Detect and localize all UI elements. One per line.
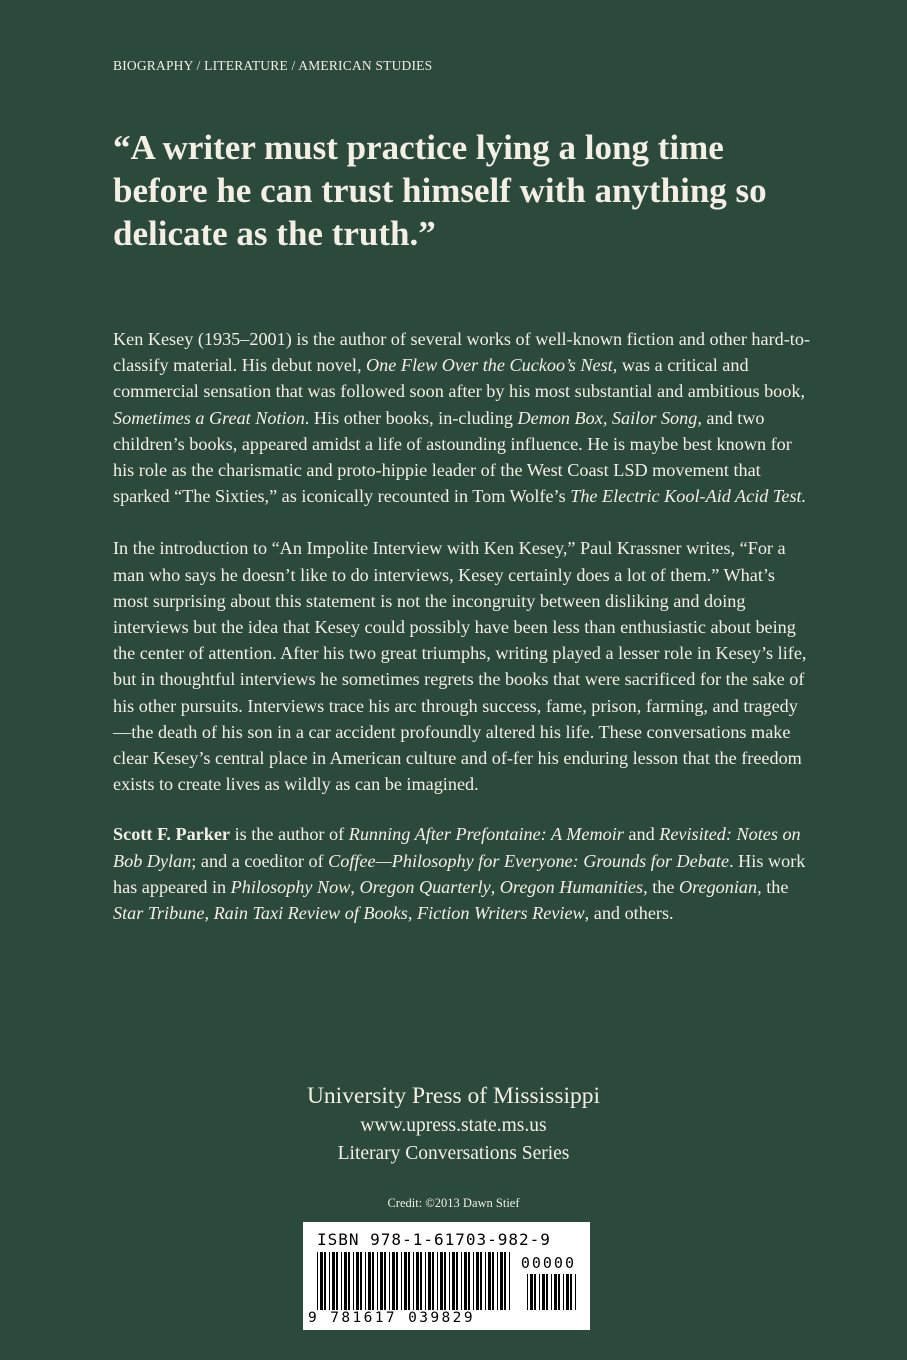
price-barcode-bars <box>527 1274 577 1310</box>
publisher-block <box>0 1080 907 1168</box>
title-demon-box: Demon Box, Sailor Song, <box>517 407 702 428</box>
title-cuckoos-nest: One Flew Over the Cuckoo’s Nest <box>366 355 613 376</box>
price-code: 00000 <box>520 1254 576 1272</box>
publisher-name: University Press of Mississippi <box>306 1083 601 1109</box>
epigraph-quote: “A writer must practice lying a long time before he can trust himself with anything so delicate as the truth.” <box>113 128 767 253</box>
series-name: Literary Conversations Series <box>337 1143 570 1164</box>
barcode-digits: 9 781617 039829 <box>308 1310 475 1326</box>
photo-credit: Credit: ©2013 Dawn Stief <box>387 1196 520 1210</box>
isbn-barcode <box>303 1222 590 1330</box>
isbn-number: ISBN 978-1-61703-982-9 <box>317 1230 551 1249</box>
category-label: BIOGRAPHY / LITERATURE / AMERICAN STUDIES <box>113 58 433 73</box>
publisher-url[interactable]: www.upress.state.ms.us <box>360 1115 547 1136</box>
author-bio: Scott F. Parker is the author of Running After Prefontaine: A Memoir and Revisited: Notes on Bob Dylan; and a coeditor of Coffee—Philosophy for Everyone: Grounds for Debate. His work has appeared in Philosophy Now, Oregon Quarterly, Oregon Humanities, the Oregonian, the Star Tribune, Rain Taxi Review of Books, Fiction Writers Review, and others. <box>113 824 806 924</box>
paragraph-intro: Ken Kesey (1935–2001) is the author of several works of well-known fiction and other hard-to-classify material. His debut novel, One Flew Over the Cuckoo’s Nest, was a critical and commercial sensation that was followed soon after by his most substantial and ambitious book, Sometimes a Great Notion. His other books, in-cluding Demon Box, Sailor Song, and two children’s books, appeared amidst a life of astounding influence. He is maybe best known for his role as the charismatic and proto-hippie leader of the West Coast LSD movement that sparked “The Sixties,” as iconically recounted in Tom Wolfe’s The Electric Kool-Aid Acid Test. <box>113 329 810 507</box>
description <box>113 326 813 952</box>
barcode-bars <box>317 1252 513 1310</box>
title-electric-kool-aid: The Electric Kool-Aid Acid Test. <box>570 486 807 507</box>
author-name: Scott F. Parker <box>113 824 231 845</box>
paragraph-interviews: In the introduction to “An Impolite Interview with Ken Kesey,” Paul Krassner writes, “For a man who says he doesn’t like to do interviews, Kesey certainly does a lot of them.” What’s most surprising about this statement is not the incongruity between disliking and doing interviews but the idea that Kesey could possibly have been less than enthusiastic about being the center of attention. After his two great triumphs, writing played a lesser role in Kesey’s life, but in thoughtful interviews he sometimes regrets the books that were sacrificed for the sake of his other pursuits. Interviews trace his arc through success, fame, prison, farming, and tragedy—the death of his son in a car accident profoundly altered his life. These conversations make clear Kesey’s central place in American culture and of-fer his enduring lesson that the freedom exists to create lives as wildly as can be imagined. <box>113 538 807 795</box>
title-great-notion: Sometimes a Great Notion <box>113 407 305 428</box>
